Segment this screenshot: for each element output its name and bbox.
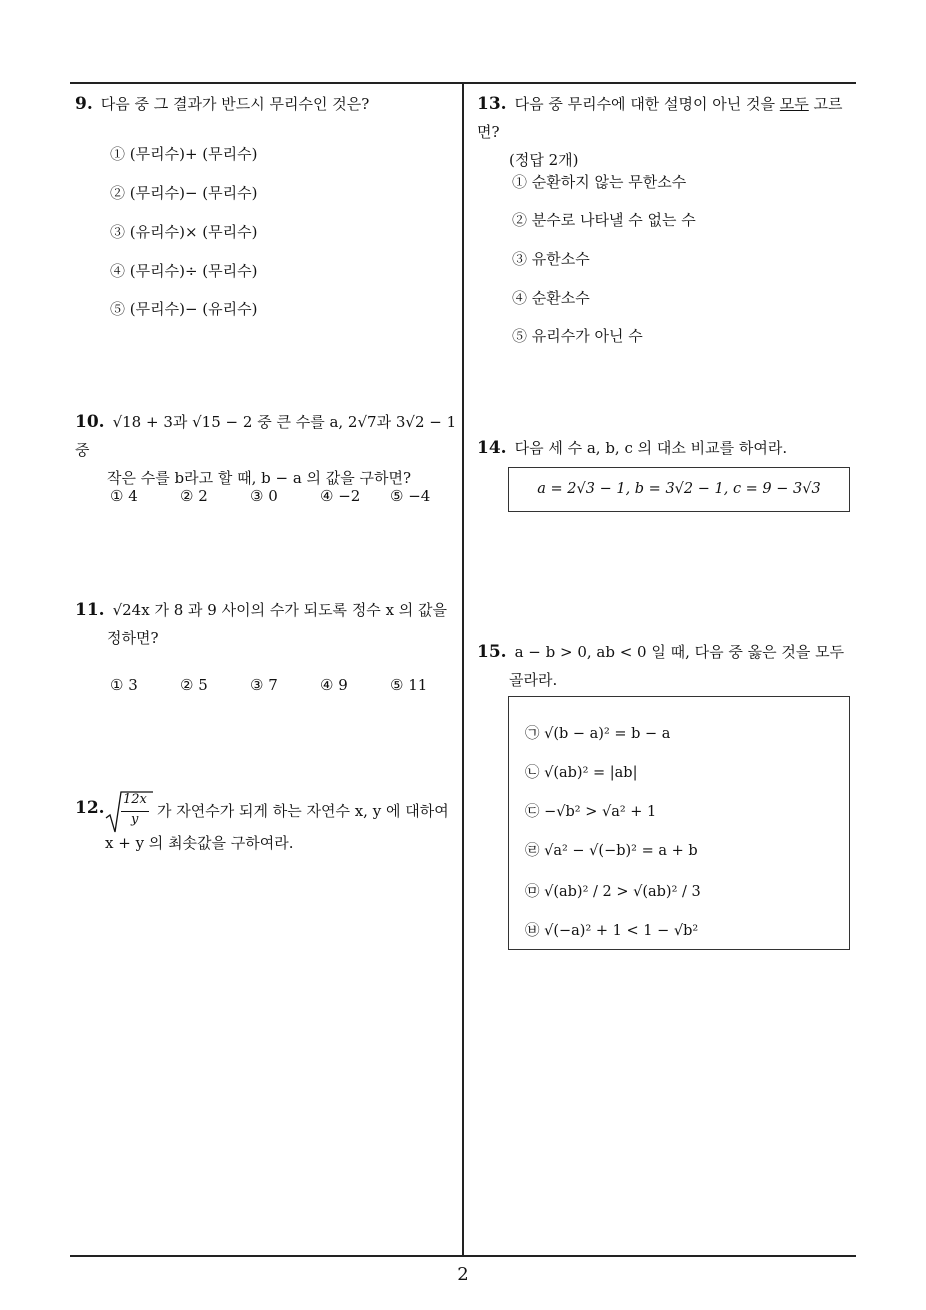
question-12	[75, 790, 460, 860]
statement-4[interactable]: ㉣ √a² − √(−b)² = a + b	[525, 843, 698, 859]
question-number: 13.	[477, 94, 507, 114]
question-line-1-pre: 다음 중 무리수에 대한 설명이 아닌 것을	[514, 95, 780, 113]
question-line-1: √24x 가 8 과 9 사이의 수가 되도록 정수 x 의 값을	[112, 601, 448, 619]
radicand-numerator: 12x	[123, 792, 147, 807]
statement-5[interactable]: ㉤ √(ab)² / 2 > √(ab)² / 3	[525, 884, 701, 900]
question-text: 다음 세 수 a, b, c 의 대소 비교를 하여라.	[514, 439, 788, 457]
q9-option-4[interactable]: ④ (무리수)÷ (무리수)	[110, 262, 258, 280]
statement-3[interactable]: ㉢ −√b² > √a² + 1	[525, 804, 657, 820]
question-9	[75, 90, 455, 118]
question-line-2: 정하면?	[107, 629, 159, 647]
question-line-1: a − b > 0, ab < 0 일 때, 다음 중 옳은 것을 모두	[514, 643, 845, 661]
q13-option-2[interactable]: ② 분수로 나타낼 수 없는 수	[512, 211, 696, 229]
q10-option-3[interactable]: ③ 0	[250, 487, 278, 505]
q10-option-5[interactable]: ⑤ −4	[390, 487, 431, 505]
question-text: 다음 중 그 결과가 반드시 무리수인 것은?	[100, 95, 370, 113]
given-values: a = 2√3 − 1, b = 3√2 − 1, c = 9 − 3√3	[537, 481, 821, 497]
q11-option-5[interactable]: ⑤ 11	[390, 676, 428, 694]
q10-option-1[interactable]: ① 4	[110, 487, 138, 505]
question-line-2: x + y 의 최솟값을 구하여라.	[105, 834, 294, 852]
question-number: 12.	[75, 798, 105, 818]
statement-2[interactable]: ㉡ √(ab)² = |ab|	[525, 765, 638, 781]
q11-option-3[interactable]: ③ 7	[250, 676, 278, 694]
question-line-1: √18 + 3과 √15 − 2 중 큰 수를 a, 2√7과 3√2 − 1 중	[75, 413, 457, 459]
q10-option-2[interactable]: ② 2	[180, 487, 208, 505]
q11-option-4[interactable]: ④ 9	[320, 676, 348, 694]
q9-option-3[interactable]: ③ (유리수)× (무리수)	[110, 223, 258, 241]
q11-option-2[interactable]: ② 5	[180, 676, 208, 694]
q10-option-4[interactable]: ④ −2	[320, 487, 361, 505]
emphasis-all: 모두	[779, 95, 809, 113]
question-line-2: (정답 2개)	[509, 151, 579, 169]
question-number: 11.	[75, 600, 105, 620]
question-13	[477, 90, 862, 174]
statement-6[interactable]: ㉥ √(−a)² + 1 < 1 − √b²	[525, 923, 699, 939]
question-11	[75, 596, 460, 652]
page-number: 2	[457, 1264, 469, 1285]
q11-option-1[interactable]: ① 3	[110, 676, 138, 694]
question-line-2: 골라라.	[509, 671, 558, 689]
question-line-1: 가 자연수가 되게 하는 자연수 x, y 에 대하여	[157, 802, 449, 820]
question-number: 15.	[477, 642, 507, 662]
q13-option-3[interactable]: ③ 유한소수	[512, 250, 590, 268]
question-10	[75, 408, 460, 492]
radicand-denominator: y	[131, 812, 139, 827]
question-line-2: 작은 수를 b라고 할 때, b − a 의 값을 구하면?	[107, 469, 412, 487]
bottom-rule	[70, 1255, 856, 1257]
q13-option-5[interactable]: ⑤ 유리수가 아닌 수	[512, 327, 643, 345]
q9-option-5[interactable]: ⑤ (무리수)− (유리수)	[110, 300, 258, 318]
given-values-box	[508, 467, 850, 512]
column-divider	[462, 82, 464, 1257]
statement-1[interactable]: ㉠ √(b − a)² = b − a	[525, 726, 671, 742]
question-number: 9.	[75, 94, 93, 114]
question-number: 10.	[75, 412, 105, 432]
question-line-1-post: 고르면?	[477, 95, 843, 141]
q13-option-4[interactable]: ④ 순환소수	[512, 289, 590, 307]
question-number: 14.	[477, 438, 507, 458]
q9-option-1[interactable]: ① (무리수)+ (무리수)	[110, 145, 258, 163]
q13-option-1[interactable]: ① 순환하지 않는 무한소수	[512, 173, 687, 191]
question-15	[477, 638, 862, 694]
question-14	[477, 434, 862, 462]
q9-option-2[interactable]: ② (무리수)− (무리수)	[110, 184, 258, 202]
